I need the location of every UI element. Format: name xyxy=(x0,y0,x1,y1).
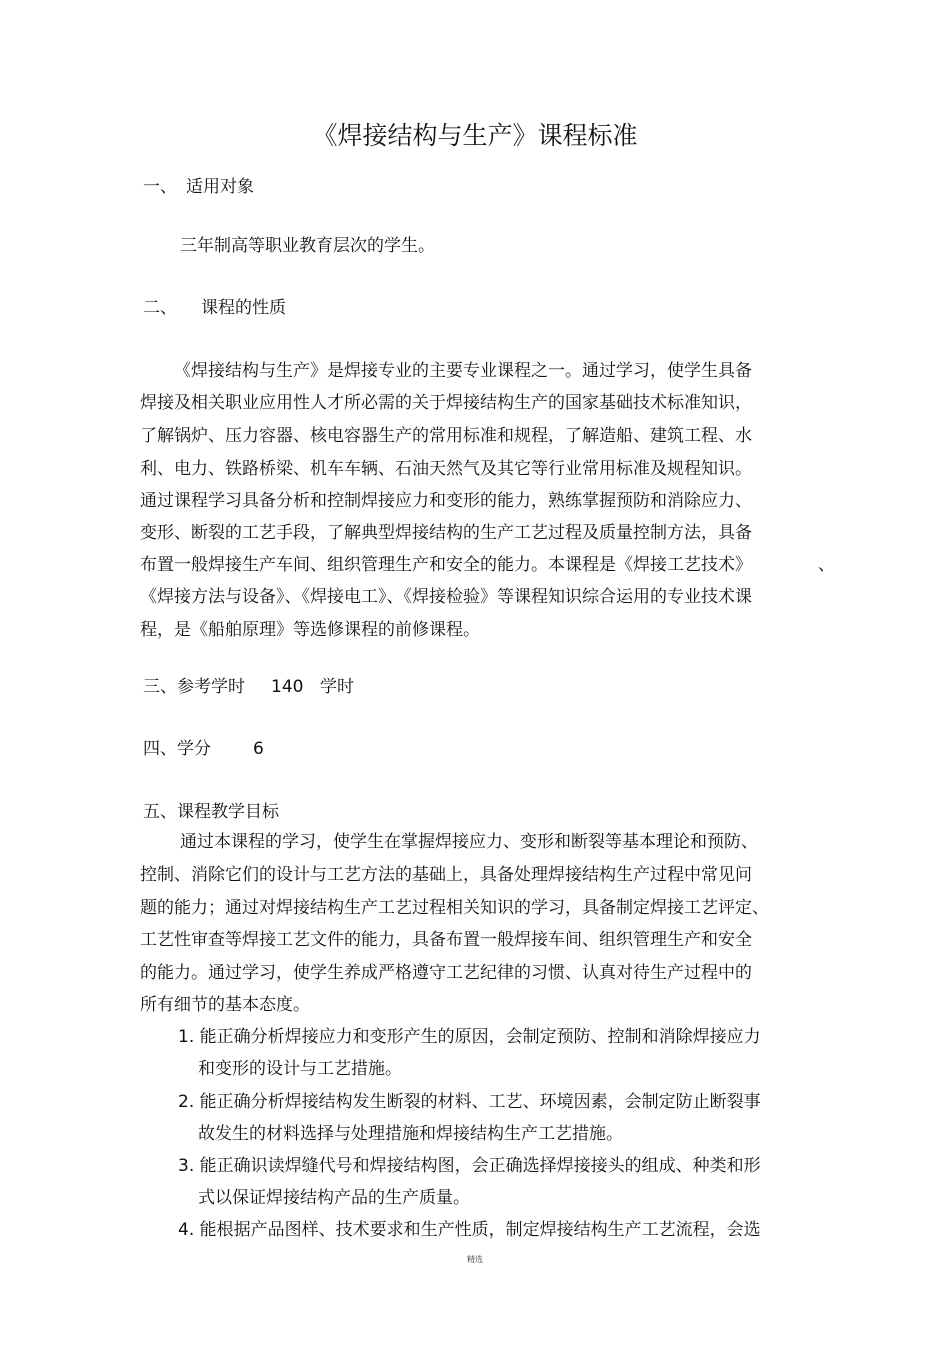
paragraph-line: 了解锅炉、压力容器、核电容器生产的常用标准和规程，了解造船、建筑工程、水 xyxy=(140,426,752,446)
section-4-value: 6 xyxy=(253,739,264,759)
paragraph-line: 通过本课程的学习，使学生在掌握焊接应力、变形和断裂等基本理论和预防、 xyxy=(180,832,758,852)
section-1-number: 一、 xyxy=(143,177,177,197)
section-3-value: 140 xyxy=(271,677,304,697)
paragraph-punctuation: 、 xyxy=(818,555,835,575)
paragraph-line: 的能力。通过学习，使学生养成严格遵守工艺纪律的习惯、认真对待生产过程中的 xyxy=(140,963,752,983)
paragraph-line: 程，是《船舶原理》等选修课程的前修课程。 xyxy=(140,620,480,640)
paragraph-line: 利、电力、铁路桥梁、机车车辆、石油天然气及其它等行业常用标准及规程知识。 xyxy=(140,459,752,479)
list-item-2: 2. 能正确分析焊接结构发生断裂的材料、工艺、环境因素，会制定防止断裂事 xyxy=(178,1092,761,1112)
paragraph-line: 变形、断裂的工艺手段，了解典型焊接结构的生产工艺过程及质量控制方法，具备 xyxy=(140,523,752,543)
section-4-label: 四、学分 xyxy=(143,739,211,759)
paragraph-line: 焊接及相关职业应用性人才所必需的关于焊接结构生产的国家基础技术标准知识， xyxy=(140,393,752,413)
page-title: 《焊接结构与生产》课程标准 xyxy=(312,121,638,150)
list-item-4: 4. 能根据产品图样、技术要求和生产性质，制定焊接结构生产工艺流程，会选 xyxy=(178,1220,761,1240)
section-2-number: 二、 xyxy=(143,298,177,318)
paragraph-line: 布置一般焊接生产车间、组织管理生产和安全的能力。本课程是《焊接工艺技术》 xyxy=(140,555,752,575)
paragraph-line: 通过课程学习具备分析和控制焊接应力和变形的能力，熟练掌握预防和消除应力、 xyxy=(140,491,752,511)
section-2-heading: 课程的性质 xyxy=(201,298,286,318)
section-3-label: 三、参考学时 xyxy=(143,677,245,697)
page-footer: 精选 xyxy=(467,1255,483,1264)
list-item-3-cont: 式以保证焊接结构产品的生产质量。 xyxy=(198,1188,470,1208)
paragraph-line: 题的能力；通过对焊接结构生产工艺过程相关知识的学习，具备制定焊接工艺评定、 xyxy=(140,898,769,918)
section-1-heading: 适用对象 xyxy=(186,177,254,197)
paragraph-line: 控制、消除它们的设计与工艺方法的基础上，具备处理焊接结构生产过程中常见问 xyxy=(140,865,752,885)
paragraph-line: 《焊接方法与设备》、《焊接电工》、《焊接检验》等课程知识综合运用的专业技术课 xyxy=(140,587,752,607)
list-item-2-cont: 故发生的材料选择与处理措施和焊接结构生产工艺措施。 xyxy=(198,1124,623,1144)
section-1-body: 三年制高等职业教育层次的学生。 xyxy=(180,236,435,256)
paragraph-line: 《焊接结构与生产》是焊接专业的主要专业课程之一。通过学习，使学生具备 xyxy=(174,361,752,381)
list-item-3: 3. 能正确识读焊缝代号和焊接结构图，会正确选择焊接接头的组成、种类和形 xyxy=(178,1156,761,1176)
list-item-1-cont: 和变形的设计与工艺措施。 xyxy=(198,1059,402,1079)
list-item-1: 1. 能正确分析焊接应力和变形产生的原因，会制定预防、控制和消除焊接应力 xyxy=(178,1027,761,1047)
paragraph-line: 所有细节的基本态度。 xyxy=(140,995,310,1015)
section-5-heading: 五、课程教学目标 xyxy=(143,802,279,822)
section-3-unit: 学时 xyxy=(320,677,354,697)
paragraph-line: 工艺性审查等焊接工艺文件的能力，具备布置一般焊接车间、组织管理生产和安全 xyxy=(140,930,752,950)
